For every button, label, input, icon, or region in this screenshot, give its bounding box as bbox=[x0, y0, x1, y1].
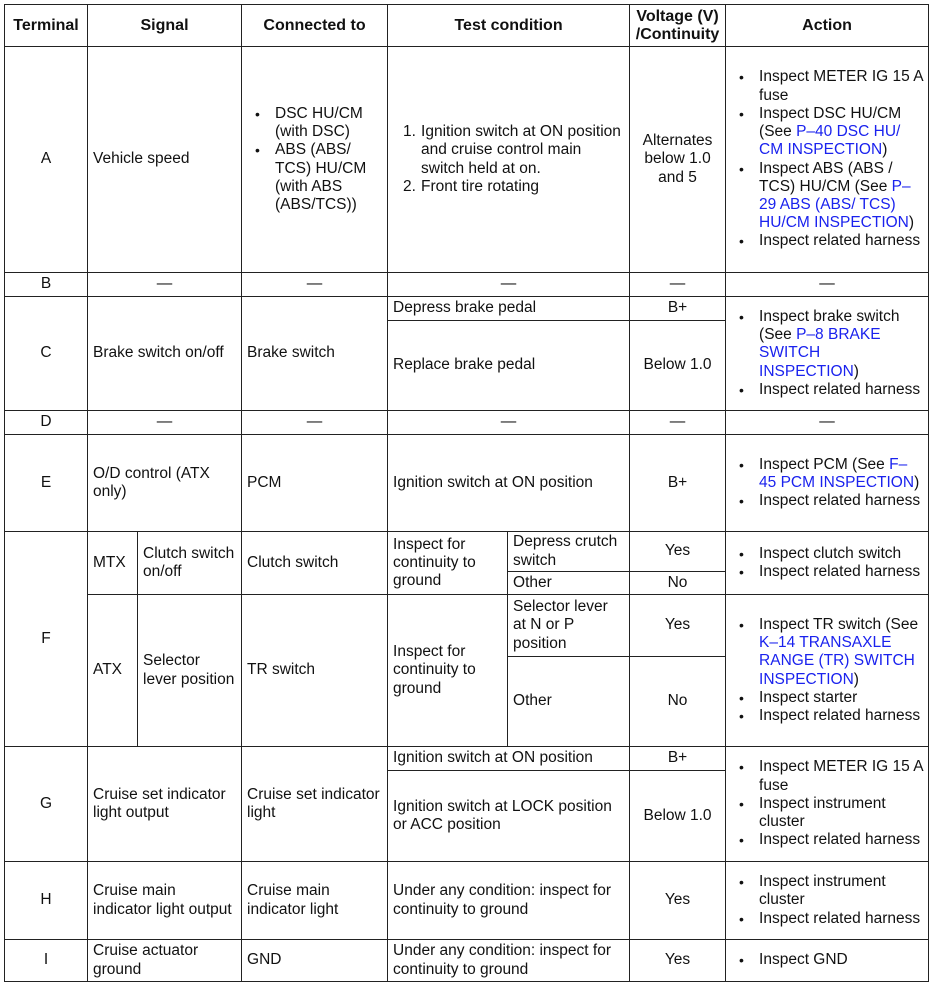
header-row bbox=[5, 5, 929, 47]
list-item: • Inspect GND bbox=[746, 951, 923, 969]
connected-cell: Clutch switch bbox=[242, 532, 388, 595]
table-row-i bbox=[5, 940, 929, 982]
terminal-cell: E bbox=[5, 435, 88, 532]
terminal-cell: H bbox=[5, 862, 88, 940]
connected-cell bbox=[242, 47, 388, 273]
signal-cell: Cruise actuator ground bbox=[88, 940, 242, 982]
list-item: • Inspect METER IG 15 A fuse bbox=[746, 758, 923, 794]
list-item: • Inspect related harness bbox=[746, 831, 923, 849]
voltage-cell: No bbox=[630, 572, 726, 595]
link-brake-switch-inspection[interactable]: P–8 BRAKE SWITCH INSPECTION bbox=[759, 326, 881, 380]
list-item: • Inspect instrument cluster bbox=[746, 873, 923, 909]
table-row-f-atx bbox=[5, 595, 929, 657]
connected-cell: Cruise set indicator light bbox=[242, 747, 388, 862]
voltage-cell: B+ bbox=[630, 747, 726, 771]
terminal-cell: D bbox=[5, 411, 88, 435]
test-condition-cell: Depress brake pedal bbox=[388, 297, 630, 321]
list-item: 2. Front tire rotating bbox=[403, 177, 540, 195]
table-row-f-mtx bbox=[5, 532, 929, 572]
dash-cell: — bbox=[388, 411, 630, 435]
voltage-cell: Below 1.0 bbox=[630, 771, 726, 862]
test-condition-cell: Inspect for continuity to ground bbox=[388, 595, 508, 747]
header-terminal: Terminal bbox=[5, 5, 88, 47]
signal-cell: Cruise main indicator light output bbox=[88, 862, 242, 940]
list-item: • Inspect METER IG 15 A fuse bbox=[746, 68, 923, 104]
dash-cell: — bbox=[88, 273, 242, 297]
list-item: • Inspect instrument cluster bbox=[746, 795, 923, 831]
terminal-cell: I bbox=[5, 940, 88, 982]
list-item: • Inspect related harness bbox=[746, 381, 923, 399]
sub-condition-cell: Other bbox=[508, 657, 630, 747]
test-condition-cell bbox=[388, 47, 630, 273]
signal-cell: Selector lever position bbox=[138, 595, 242, 747]
sub-condition-cell: Depress crutch switch bbox=[508, 532, 630, 572]
table-row-b bbox=[5, 273, 929, 297]
action-cell bbox=[726, 595, 929, 747]
test-condition-cell: Inspect for continuity to ground bbox=[388, 532, 508, 595]
dash-cell: — bbox=[630, 411, 726, 435]
voltage-cell: Yes bbox=[630, 862, 726, 940]
list-item: • Inspect related harness bbox=[746, 910, 923, 928]
connected-cell: Cruise main indicator light bbox=[242, 862, 388, 940]
connected-cell: Brake switch bbox=[242, 297, 388, 411]
sub-condition-cell: Other bbox=[508, 572, 630, 595]
signal-cell: Vehicle speed bbox=[88, 47, 242, 273]
dash-cell: — bbox=[88, 411, 242, 435]
link-dsc-inspection[interactable]: P–40 DSC HU/ CM INSPECTION bbox=[759, 123, 901, 159]
action-cell bbox=[726, 862, 929, 940]
voltage-cell: No bbox=[630, 657, 726, 747]
test-condition-cell: Under any condition: inspect for continuity to ground bbox=[388, 862, 630, 940]
action-cell bbox=[726, 747, 929, 862]
test-condition-cell: Replace brake pedal bbox=[388, 321, 630, 411]
header-action: Action bbox=[726, 5, 929, 47]
list-item: • DSC HU/CM (with DSC) bbox=[262, 105, 382, 141]
voltage-cell: Yes bbox=[630, 595, 726, 657]
test-condition-cell: Ignition switch at ON position bbox=[388, 747, 630, 771]
action-cell bbox=[726, 297, 929, 411]
test-condition-cell: Under any condition: inspect for continuity to ground bbox=[388, 940, 630, 982]
link-pcm-inspection[interactable]: F–45 PCM INSPECTION bbox=[759, 455, 915, 491]
dash-cell: — bbox=[242, 273, 388, 297]
dash-cell: — bbox=[726, 273, 929, 297]
list-item: 1. Ignition switch at ON position and cruise control main switch held at on. bbox=[403, 123, 621, 177]
voltage-cell: Yes bbox=[630, 532, 726, 572]
list-item: • Inspect related harness bbox=[746, 492, 923, 510]
terminal-cell: F bbox=[5, 532, 88, 747]
voltage-cell: Yes bbox=[630, 940, 726, 982]
dash-cell: — bbox=[630, 273, 726, 297]
voltage-cell: Below 1.0 bbox=[630, 321, 726, 411]
list-item: • Inspect related harness bbox=[746, 563, 923, 581]
table-row-e bbox=[5, 435, 929, 532]
test-condition-cell: Ignition switch at ON position bbox=[388, 435, 630, 532]
table-row-d bbox=[5, 411, 929, 435]
terminal-inspection-table bbox=[4, 4, 929, 982]
terminal-cell: G bbox=[5, 747, 88, 862]
action-cell bbox=[726, 435, 929, 532]
voltage-cell: Alternates below 1.0 and 5 bbox=[630, 47, 726, 273]
list-item: • Inspect ABS (ABS / TCS) HU/CM (See P–29 ABS (ABS/ TCS) HU/CM INSPECTION) bbox=[746, 160, 923, 233]
dash-cell: — bbox=[388, 273, 630, 297]
voltage-cell: B+ bbox=[630, 435, 726, 532]
terminal-cell: C bbox=[5, 297, 88, 411]
list-item: • Inspect clutch switch bbox=[746, 545, 923, 563]
link-tr-switch-inspection[interactable]: K–14 TRANSAXLE RANGE (TR) SWITCH INSPECTION bbox=[759, 634, 915, 688]
list-item: • ABS (ABS/ TCS) HU/CM (with ABS (ABS/TCS)) bbox=[262, 141, 382, 214]
terminal-cell: A bbox=[5, 47, 88, 273]
list-item: • Inspect related harness bbox=[746, 707, 923, 725]
list-item: • Inspect TR switch (See K–14 TRANSAXLE RANGE (TR) SWITCH INSPECTION) bbox=[746, 616, 923, 689]
list-item: • Inspect related harness bbox=[746, 232, 923, 250]
header-signal: Signal bbox=[88, 5, 242, 47]
list-item: • Inspect DSC HU/CM (See P–40 DSC HU/ CM INSPECTION) bbox=[746, 105, 923, 160]
test-condition-cell: Ignition switch at LOCK position or ACC position bbox=[388, 771, 630, 862]
header-connected-to: Connected to bbox=[242, 5, 388, 47]
link-abs-inspection[interactable]: P–29 ABS (ABS/ TCS) HU/CM INSPECTION bbox=[759, 177, 911, 232]
transmission-label: MTX bbox=[88, 532, 138, 595]
action-cell bbox=[726, 532, 929, 595]
connected-cell: TR switch bbox=[242, 595, 388, 747]
table-row-c bbox=[5, 297, 929, 321]
list-item: • Inspect starter bbox=[746, 689, 923, 707]
signal-cell: O/D control (ATX only) bbox=[88, 435, 242, 532]
signal-cell: Cruise set indicator light output bbox=[88, 747, 242, 862]
list-item: • Inspect brake switch (See P–8 BRAKE SWITCH INSPECTION) bbox=[746, 308, 923, 381]
table-row-a bbox=[5, 47, 929, 273]
connected-cell: GND bbox=[242, 940, 388, 982]
list-item: • Inspect PCM (See F–45 PCM INSPECTION) bbox=[746, 456, 923, 492]
header-voltage-continuity: Voltage (V) /Continuity bbox=[630, 5, 726, 47]
connected-cell: PCM bbox=[242, 435, 388, 532]
signal-cell: Brake switch on/off bbox=[88, 297, 242, 411]
dash-cell: — bbox=[726, 411, 929, 435]
signal-cell: Clutch switch on/off bbox=[138, 532, 242, 595]
sub-condition-cell: Selector lever at N or P position bbox=[508, 595, 630, 657]
action-cell bbox=[726, 47, 929, 273]
transmission-label: ATX bbox=[88, 595, 138, 747]
terminal-cell: B bbox=[5, 273, 88, 297]
action-cell bbox=[726, 940, 929, 982]
dash-cell: — bbox=[242, 411, 388, 435]
table-row-h bbox=[5, 862, 929, 940]
voltage-cell: B+ bbox=[630, 297, 726, 321]
table-row-g bbox=[5, 747, 929, 771]
header-test-condition: Test condition bbox=[388, 5, 630, 47]
